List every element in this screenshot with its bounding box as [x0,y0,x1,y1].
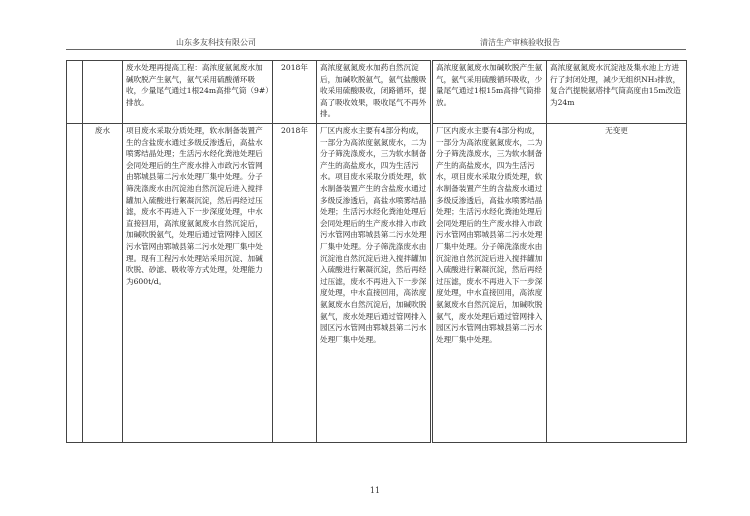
table-cell-implemented: 厂区内废水主要有4部分构成，一部分为高浓度氨氮废水，二为分子筛洗涤废水，三为软水制备产生的高盐废水，四为生活污水。项目废水采取分质处理，软水制备装置产生的含盐废水通过多级反渗透后，高盐水喷雾结晶处理；生活污水经化粪池处理后会同处理后的生产废水排入市政污水管网由郓城县第二污水处理厂集中处理。分子筛洗涤废水由沉淀池自然沉淀后进入搅拌罐加入硫酸进行絮凝沉淀，然后再经过压滤，废水不再进入下一步深度处理，中水直接回用，高浓度氨氮废水自然沉淀后，加碱吹脱氨气，废水处理后通过管网排入园区污水管网由郓城县第二污水处理厂集中处理。 [317,124,432,443]
table-row [67,124,687,443]
report-title: 清洁生产审核验收报告 [480,38,560,47]
table-cell-implemented: 高浓度氨氮废水加药自然沉淀后，加碱吹脱氨气，氨气盐酸吸收采用硫酸吸收，闭路循环，提高了吸收效果，吸收尾气不再外排。 [317,61,432,124]
table-cell-change: 高浓度氨氮废水沉淀池及集水池上方进行了封闭处理，减少无组织NH₃排放，复合汽提脱氨塔排气筒高度由15m改造为24m [547,61,687,124]
table-cell-blank [67,124,83,443]
table-cell-year: 2018年 [273,61,317,124]
table-row [67,61,687,124]
table-cell-blank [67,61,83,124]
table-cell-original-measure: 项目废水采取分质处理，软水制备装置产生的含盐废水通过多级反渗透后，高盐水喷雾结晶处理；生活污水经化粪池处理后会同处理后的生产废水排入市政污水管网由郓城县第二污水处理厂集中处理。分子筛洗涤废水由沉淀池自然沉淀后进入搅拌罐加入硫酸进行絮凝沉淀，然后再经过压滤，废水不再进入下一步深度处理，中水直接回用，高浓度氨氮废水自然沉淀后，加碱吹脱氨气，处理后通过管网排入园区污水管网由郓城县第二污水处理厂集中处理。现有工程污水处理站采用沉淀、加碱吹脱、砂滤、吸收等方式处理，处理能力为600t/d。 [123,124,273,443]
header-rule [66,49,686,50]
table-cell-category [83,61,123,124]
table-cell-actual: 高浓度氨氮废水加碱吹脱产生氨气，氨气采用硫酸循环吸收，少量尾气通过1根15m高排气筒排放。 [432,61,547,124]
table-cell-change: 无变更 [547,124,687,443]
comparison-table [66,60,687,443]
table-cell-year: 2018年 [273,124,317,443]
page-number: 11 [369,486,381,495]
table-cell-actual: 厂区内废水主要有4部分构成，一部分为高浓度氨氮废水，二为分子筛洗涤废水，三为软水制备产生的高盐废水，四为生活污水，项目废水采取分质处理，软水制备装置产生的含盐废水通过多级反渗透后，高盐水喷雾结晶处理；生活污水经化粪池处理后会同处理后的生产废水排入市政污水管网由郓城县第二污水处理厂集中处理。分子筛洗涤废水由沉淀池自然沉淀后进入搅拌罐加入硫酸进行絮凝沉淀，然后再经过压滤，废水不再进入下一步深度处理，中水直接回用，高浓度氨氮废水自然沉淀后，加碱吹脱氨气，废水处理后通过管网排入园区污水管网由郓城县第二污水处理厂集中处理。 [432,124,547,443]
company-name: 山东多友科技有限公司 [176,38,256,47]
table-cell-original-measure: 废水处理再提高工程：高浓度氨氮废水加碱吹脱产生氨气，氨气采用硫酸循环吸收，少量尾气通过1根24m高排气筒（9#）排放。 [123,61,273,124]
table-cell-category: 废水 [83,124,123,443]
